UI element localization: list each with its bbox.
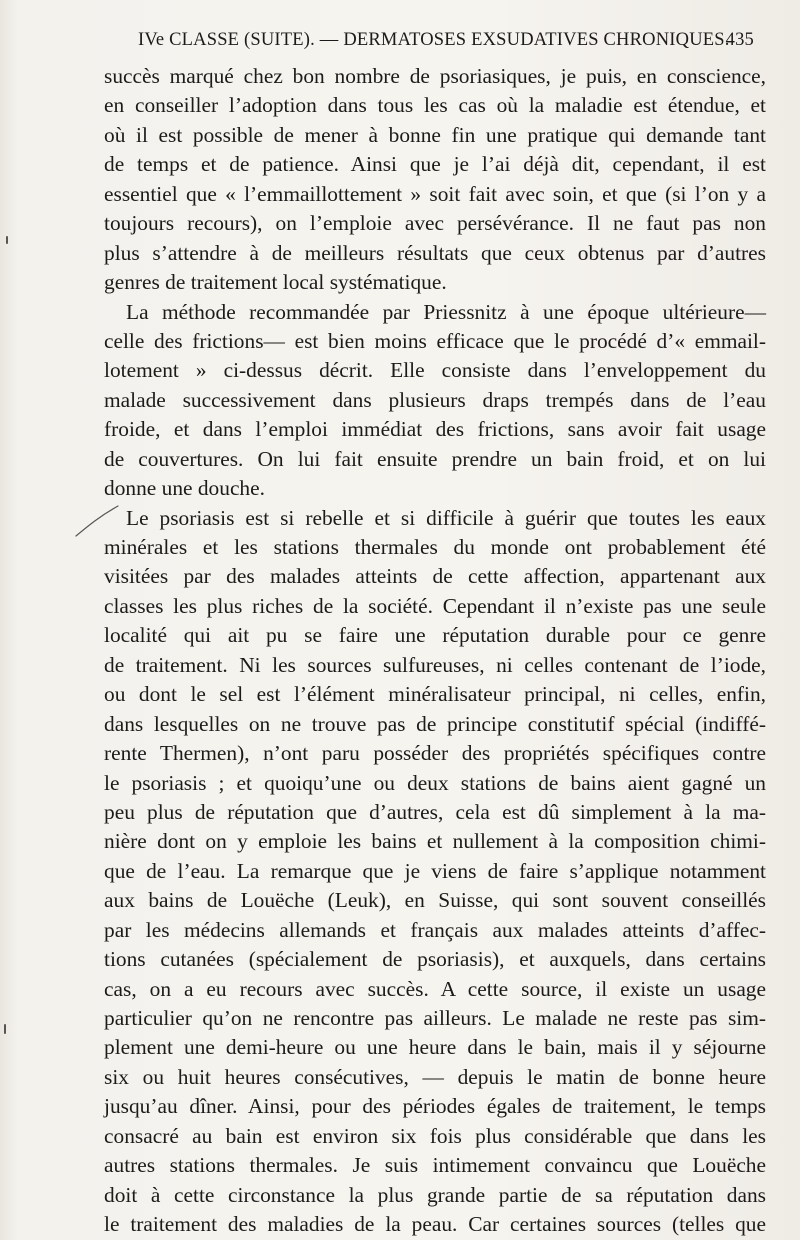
text-line: le traitement des maladies de la peau. Car certaines sources (telles que xyxy=(104,1212,766,1237)
text-line: ou dont le sel est l’élément minéralisateur principal, ni celles, enfin, xyxy=(104,682,766,707)
text-line: malade successivement dans plusieurs draps trempés dans de l’eau xyxy=(104,387,766,412)
text-line: lotement » ci-dessus décrit. Elle consiste dans l’enveloppement du xyxy=(104,358,766,383)
margin-speck xyxy=(4,1024,6,1034)
text-line: le psoriasis ; et quoiqu’une ou deux stations de bains aient gagné un xyxy=(104,770,766,795)
text-line: en conseiller l’adoption dans tous les cas où la maladie est étendue, et xyxy=(104,93,766,118)
text-line: toujours recours), on l’emploie avec persévérance. Il ne faut pas non xyxy=(104,211,766,236)
text-line: dans lesquelles on ne trouve pas de principe constitutif spécial (indiffé- xyxy=(104,711,766,736)
text-line: rente Thermen), n’ont paru posséder des propriétés spécifiques contre xyxy=(104,741,766,766)
text-line: aux bains de Louëche (Leuk), en Suisse, qui sont souvent conseillés xyxy=(104,888,766,913)
text-line: Le psoriasis est si rebelle et si difficile à guérir que toutes les eaux xyxy=(126,505,766,530)
text-line: minérales et les stations thermales du monde ont probablement été xyxy=(104,535,766,559)
text-line: cas, on a eu recours avec succès. A cette source, il existe un usage xyxy=(104,976,766,1001)
text-line: La méthode recommandée par Priessnitz à une époque ultérieure— xyxy=(126,299,766,324)
text-line: tions cutanées (spécialement de psoriasis), et auxquels, dans certains xyxy=(104,947,766,972)
text-line: froide, et dans l’emploi immédiat des frictions, sans avoir fait usage xyxy=(104,417,766,442)
text-line: peu plus de réputation que d’autres, cela est dû simplement à la ma- xyxy=(104,799,766,824)
running-head-title: IVe CLASSE (SUITE). — DERMATOSES EXSUDATIVES CHRONIQUES. xyxy=(138,30,730,50)
text-line: plus s’attendre à de meilleurs résultats que ceux obtenus par d’autres xyxy=(104,240,766,265)
text-line: consacré au bain est environ six fois plus considérable que dans les xyxy=(104,1123,766,1148)
text-line: essentiel que « l’emmaillottement » soit fait avec soin, et que (si l’on y a xyxy=(104,181,766,206)
text-line: donne une douche. xyxy=(104,476,265,501)
text-line: de temps et de patience. Ainsi que je l’ai déjà dit, cependant, il est xyxy=(104,152,766,177)
text-line: particulier qu’on ne rencontre pas ailleurs. Le malade ne reste pas sim- xyxy=(104,1006,766,1030)
text-line: visitées par des malades atteints de cette affection, appartenant aux xyxy=(104,564,766,589)
page-number: 435 xyxy=(725,30,754,50)
text-line: succès marqué chez bon nombre de psoriasiques, je puis, en conscience, xyxy=(104,64,766,88)
running-head xyxy=(138,30,754,56)
text-line: classes les plus riches de la société. Cependant il n’existe pas une seule xyxy=(104,593,766,618)
text-line: doit à cette circonstance la plus grande partie de sa réputation dans xyxy=(104,1182,766,1207)
text-line: localité qui ait pu se faire une réputation durable pour ce genre xyxy=(104,623,766,648)
text-line: genres de traitement local systématique. xyxy=(104,270,447,295)
text-line: plement une demi-heure ou une heure dans le bain, mais il y séjourne xyxy=(104,1035,766,1060)
text-line: autres stations thermales. Je suis intimement convaincu que Louëche xyxy=(104,1153,766,1178)
text-line: six ou huit heures consécutives, — depuis le matin de bonne heure xyxy=(104,1064,766,1089)
text-line: de couvertures. On lui fait ensuite prendre un bain froid, et on lui xyxy=(104,446,766,471)
text-line: par les médecins allemands et français aux malades atteints d’affec- xyxy=(104,917,766,942)
text-line: que de l’eau. La remarque que je viens de faire s’applique notamment xyxy=(104,858,766,883)
text-line: de traitement. Ni les sources sulfureuses, ni celles contenant de l’iode, xyxy=(104,652,766,677)
margin-speck xyxy=(6,236,8,244)
text-line: où il est possible de mener à bonne fin une pratique qui demande tant xyxy=(104,122,766,147)
text-line: jusqu’au dîner. Ainsi, pour des périodes égales de traitement, le temps xyxy=(104,1094,766,1119)
text-line: celle des frictions— est bien moins efficace que le procédé d’« emmail- xyxy=(104,328,766,353)
text-line: nière dont on y emploie les bains et nullement à la composition chimi- xyxy=(104,829,766,854)
body-text xyxy=(104,62,766,1240)
